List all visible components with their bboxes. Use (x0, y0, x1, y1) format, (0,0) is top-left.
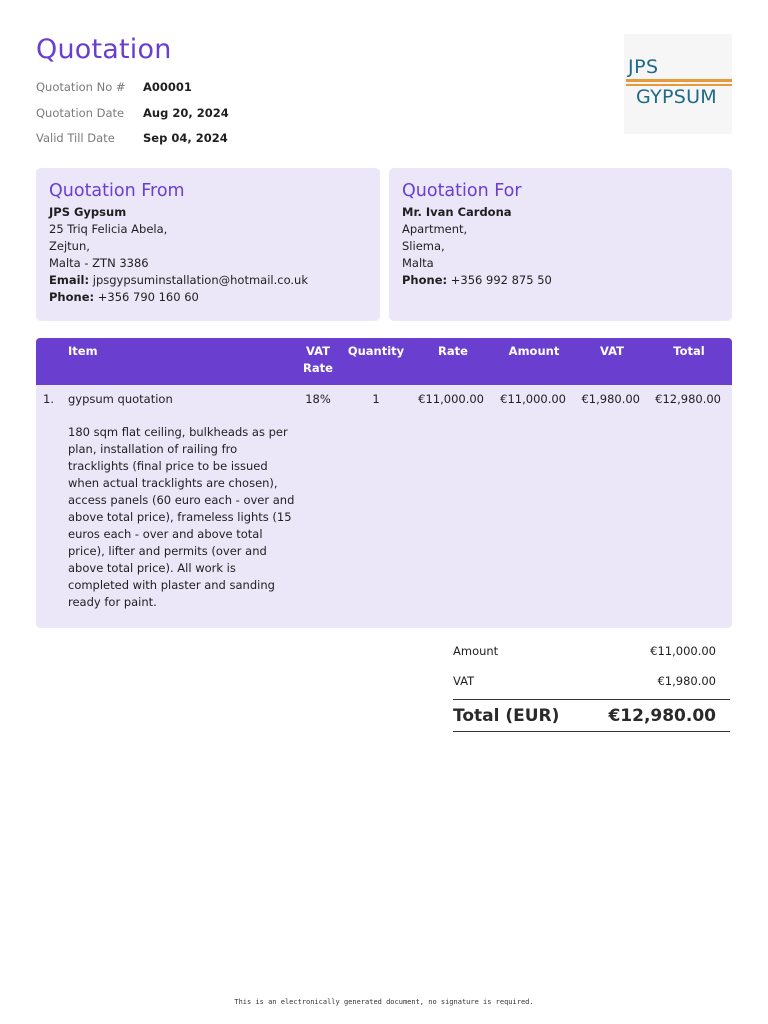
client-address-line-1: Apartment, (402, 222, 468, 236)
from-phone-row (49, 289, 367, 306)
row-vat-rate: 18% (305, 392, 331, 406)
valid-till-row (36, 131, 229, 157)
valid-till-value: Sep 04, 2024 (143, 131, 228, 145)
from-phone-value: +356 790 160 60 (97, 290, 199, 304)
summary-total-label: Total (EUR) (453, 705, 560, 726)
row-quantity: 1 (372, 392, 380, 406)
quotation-number-value: A00001 (143, 80, 192, 94)
from-company-name: JPS Gypsum (49, 205, 127, 219)
quotation-for-heading: Quotation For (402, 181, 522, 201)
quotation-number-label: Quotation No # (36, 80, 126, 94)
from-email-label: Email: (49, 273, 90, 287)
header-rate: Rate (438, 344, 468, 358)
quotation-meta (36, 80, 229, 157)
table-row (36, 385, 732, 628)
company-logo (624, 34, 732, 134)
summary-vat-row (453, 670, 730, 700)
quotation-number-row (36, 80, 229, 106)
table-header (36, 338, 732, 385)
summary-total-row (453, 699, 730, 732)
quotation-for-card (389, 168, 732, 321)
row-amount: €11,000.00 (500, 392, 566, 406)
quotation-from-heading: Quotation From (49, 181, 185, 201)
summary-vat-label: VAT (453, 674, 475, 688)
client-name: Mr. Ivan Cardona (402, 205, 512, 219)
header-quantity: Quantity (347, 344, 405, 358)
row-vat: €1,980.00 (581, 392, 640, 406)
document-title: Quotation (36, 34, 172, 65)
valid-till-label: Valid Till Date (36, 131, 115, 145)
row-number: 1. (43, 392, 54, 406)
summary-vat-value: €1,980.00 (657, 674, 716, 688)
client-address-line-2: Sliema, (402, 239, 445, 253)
from-email-row (49, 272, 367, 289)
row-item-name: gypsum quotation (68, 392, 173, 406)
totals-summary (453, 640, 730, 732)
logo-stripe-top (626, 79, 732, 82)
row-item-description: 180 sqm flat ceiling, bulkheads as per plan, installation of railing fro tracklights (final price to be issued when actual tracklights are chosen), access panels (60 euro each - over and above total price), frameless lights (15 euros each - over and above total price), lifter and permits (over and above total price). All work is completed with plaster and sanding ready for paint. (68, 425, 295, 609)
header-item: Item (68, 344, 98, 358)
summary-amount-value: €11,000.00 (650, 644, 716, 658)
from-address-line-2: Zejtun, (49, 239, 90, 253)
header-vat: VAT (600, 344, 624, 358)
header-vat-rate-line-2: Rate (303, 361, 333, 375)
summary-amount-label: Amount (453, 644, 499, 658)
from-address-line-1: 25 Triq Felicia Abela, (49, 222, 168, 236)
client-address-line-3: Malta (402, 256, 434, 270)
logo-text-gypsum: GYPSUM (636, 86, 718, 108)
from-email-value: jpsgypsuminstallation@hotmail.co.uk (92, 273, 309, 287)
quotation-date-row (36, 106, 229, 132)
client-phone-value: +356 992 875 50 (450, 273, 552, 287)
header-total: Total (673, 344, 705, 358)
row-rate: €11,000.00 (418, 392, 484, 406)
from-address-line-3: Malta - ZTN 3386 (49, 256, 149, 270)
quotation-date-label: Quotation Date (36, 105, 125, 120)
logo-text-jps: JPS (628, 56, 659, 78)
footer-note: This is an electronically generated document, no signature is required. (234, 998, 534, 1006)
client-phone-label: Phone: (402, 273, 448, 287)
header-vat-rate-line-1: VAT (306, 344, 330, 358)
header-amount: Amount (508, 344, 560, 358)
row-total: €12,980.00 (655, 392, 721, 406)
quotation-from-card (36, 168, 380, 321)
quotation-date-value: Aug 20, 2024 (143, 105, 229, 120)
summary-total-value: €12,980.00 (608, 705, 716, 726)
from-phone-label: Phone: (49, 290, 95, 304)
summary-amount-row (453, 640, 730, 670)
items-table (36, 338, 732, 628)
client-phone-row (402, 272, 719, 289)
